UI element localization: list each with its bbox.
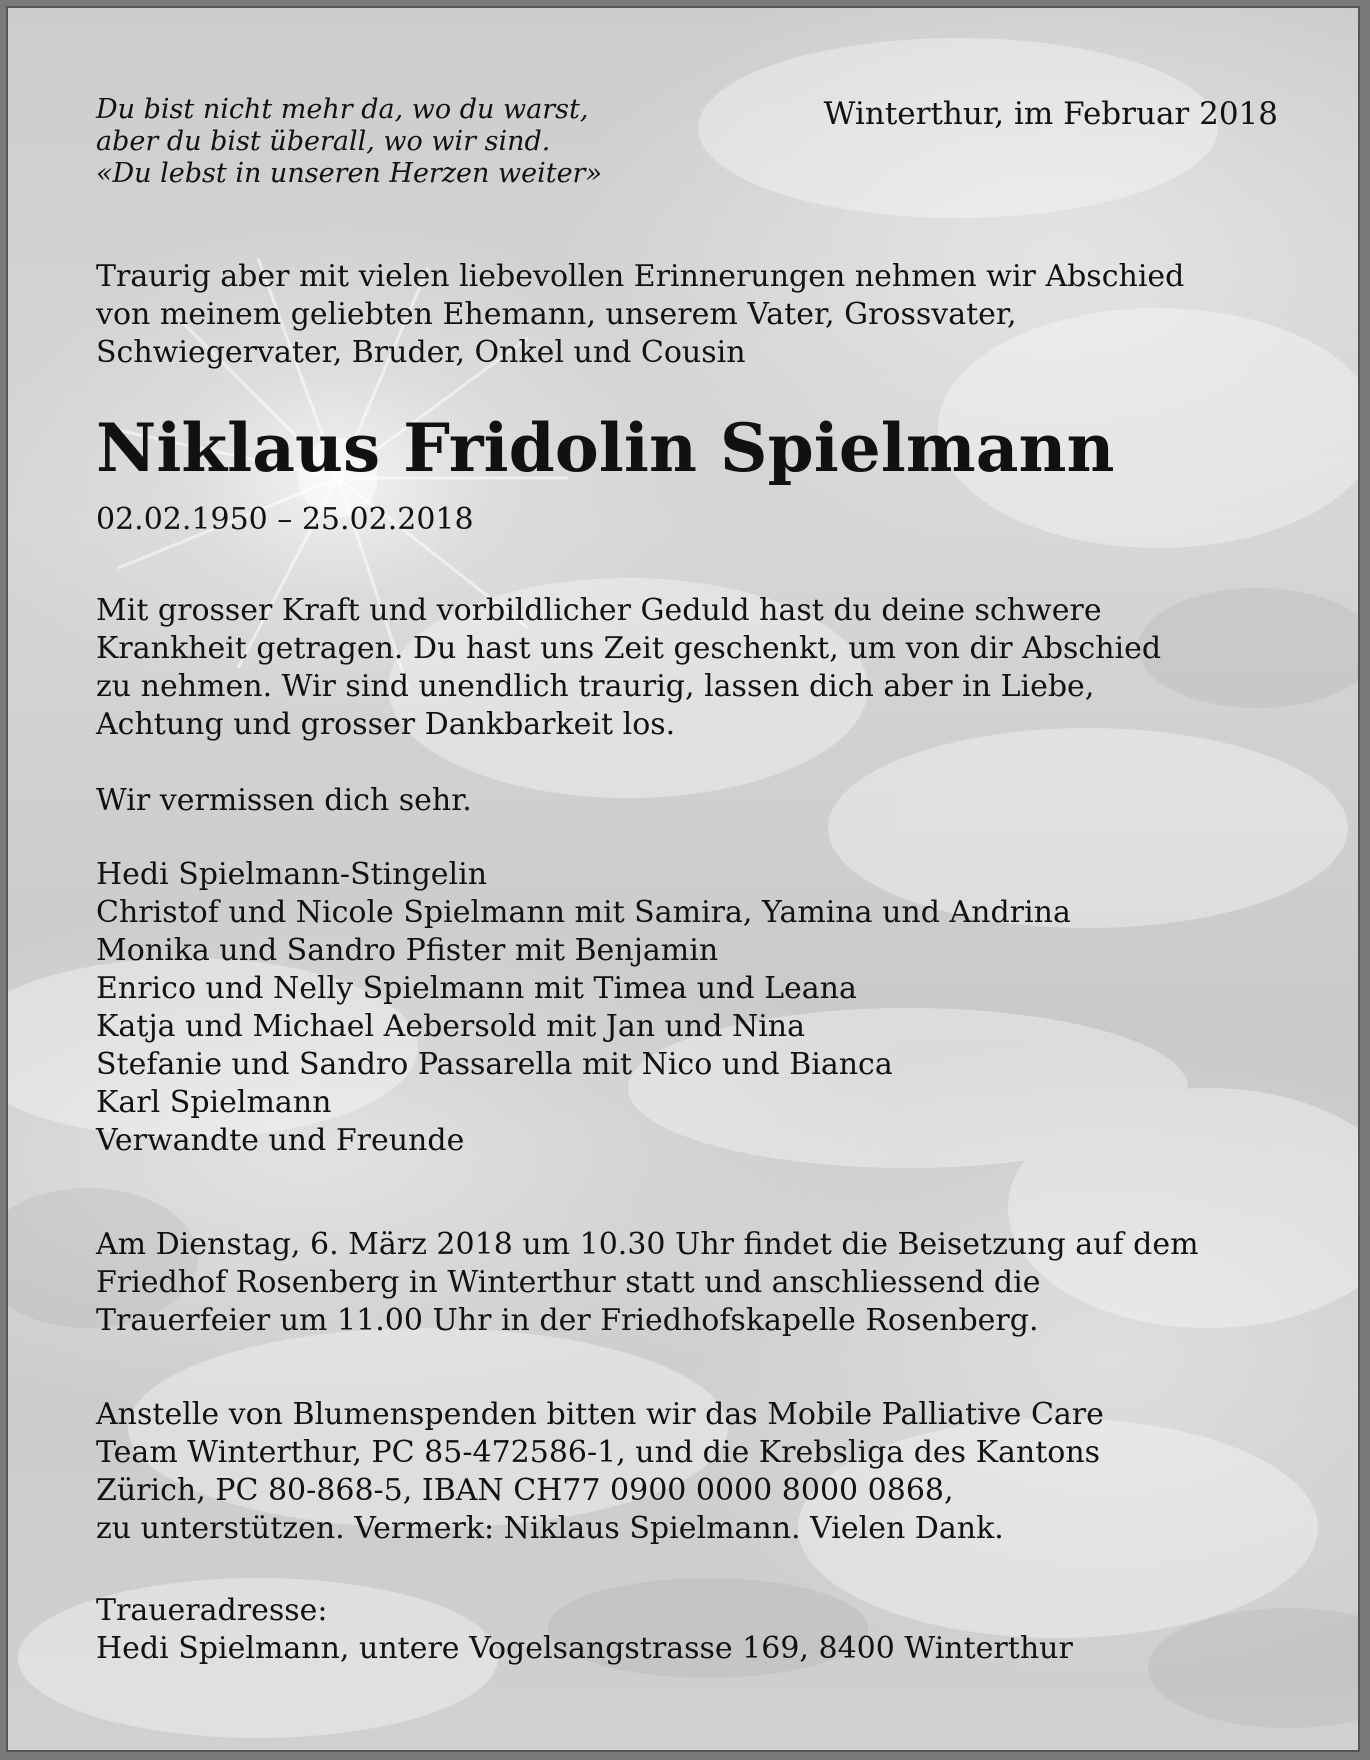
family-member: Monika und Sandro Pfister mit Benjamin	[96, 933, 719, 968]
deceased-name: Niklaus Fridolin Spielmann	[96, 409, 1115, 487]
motto-line: «Du lebst in unseren Herzen weiter»	[96, 158, 602, 189]
family-list	[96, 856, 1296, 1160]
intro-line: Traurig aber mit vielen liebevollen Erinnerungen nehmen wir Abschied	[96, 259, 1185, 294]
donation-line: Anstelle von Blumenspenden bitten wir das Mobile Palliative Care	[96, 1397, 1104, 1432]
message-line: Mit grosser Kraft und vorbildlicher Geduld hast du deine schwere	[96, 593, 1102, 628]
mourning-address	[96, 1592, 1296, 1668]
intro-paragraph	[96, 258, 1296, 372]
intro-line: Schwiegervater, Bruder, Onkel und Cousin	[96, 335, 746, 370]
miss-you-line: Wir vermissen dich sehr.	[96, 783, 472, 818]
family-member: Verwandte und Freunde	[96, 1123, 465, 1158]
address-value: Hedi Spielmann, untere Vogelsangstrasse 169, 8400 Winterthur	[96, 1631, 1073, 1666]
message-paragraph	[96, 592, 1296, 744]
obituary-notice	[6, 6, 1360, 1752]
message-line: Krankheit getragen. Du hast uns Zeit geschenkt, um von dir Abschied	[96, 631, 1162, 666]
motto-line: aber du bist überall, wo wir sind.	[96, 126, 551, 157]
donation-line: Zürich, PC 80-868-5, IBAN CH77 0900 0000 8000 0868,	[96, 1473, 954, 1508]
motto-line: Du bist nicht mehr da, wo du warst,	[96, 94, 589, 125]
donation-line: zu unterstützen. Vermerk: Niklaus Spielmann. Vielen Dank.	[96, 1511, 1004, 1546]
message-line: Achtung und grosser Dankbarkeit los.	[96, 707, 676, 742]
family-member: Hedi Spielmann-Stingelin	[96, 857, 488, 892]
ceremony-paragraph	[96, 1226, 1296, 1340]
address-label: Traueradresse:	[96, 1593, 328, 1628]
donation-paragraph	[96, 1396, 1296, 1548]
life-dates: 02.02.1950 – 25.02.2018	[96, 502, 474, 537]
message-line: zu nehmen. Wir sind unendlich traurig, lassen dich aber in Liebe,	[96, 669, 1095, 704]
intro-line: von meinem geliebten Ehemann, unserem Vater, Grossvater,	[96, 297, 1017, 332]
ceremony-line: Trauerfeier um 11.00 Uhr in der Friedhofskapelle Rosenberg.	[96, 1303, 1039, 1338]
family-member: Enrico und Nelly Spielmann mit Timea und Leana	[96, 971, 857, 1006]
family-member: Katja und Michael Aebersold mit Jan und Nina	[96, 1009, 806, 1044]
family-member: Stefanie und Sandro Passarella mit Nico und Bianca	[96, 1047, 893, 1082]
family-member: Karl Spielmann	[96, 1085, 332, 1120]
place-date: Winterthur, im Februar 2018	[823, 96, 1278, 132]
motto	[96, 94, 656, 190]
donation-line: Team Winterthur, PC 85-472586-1, und die Krebsliga des Kantons	[96, 1435, 1101, 1470]
ceremony-line: Friedhof Rosenberg in Winterthur statt und anschliessend die	[96, 1265, 1041, 1300]
family-member: Christof und Nicole Spielmann mit Samira, Yamina und Andrina	[96, 895, 1071, 930]
ceremony-line: Am Dienstag, 6. März 2018 um 10.30 Uhr findet die Beisetzung auf dem	[96, 1227, 1199, 1262]
